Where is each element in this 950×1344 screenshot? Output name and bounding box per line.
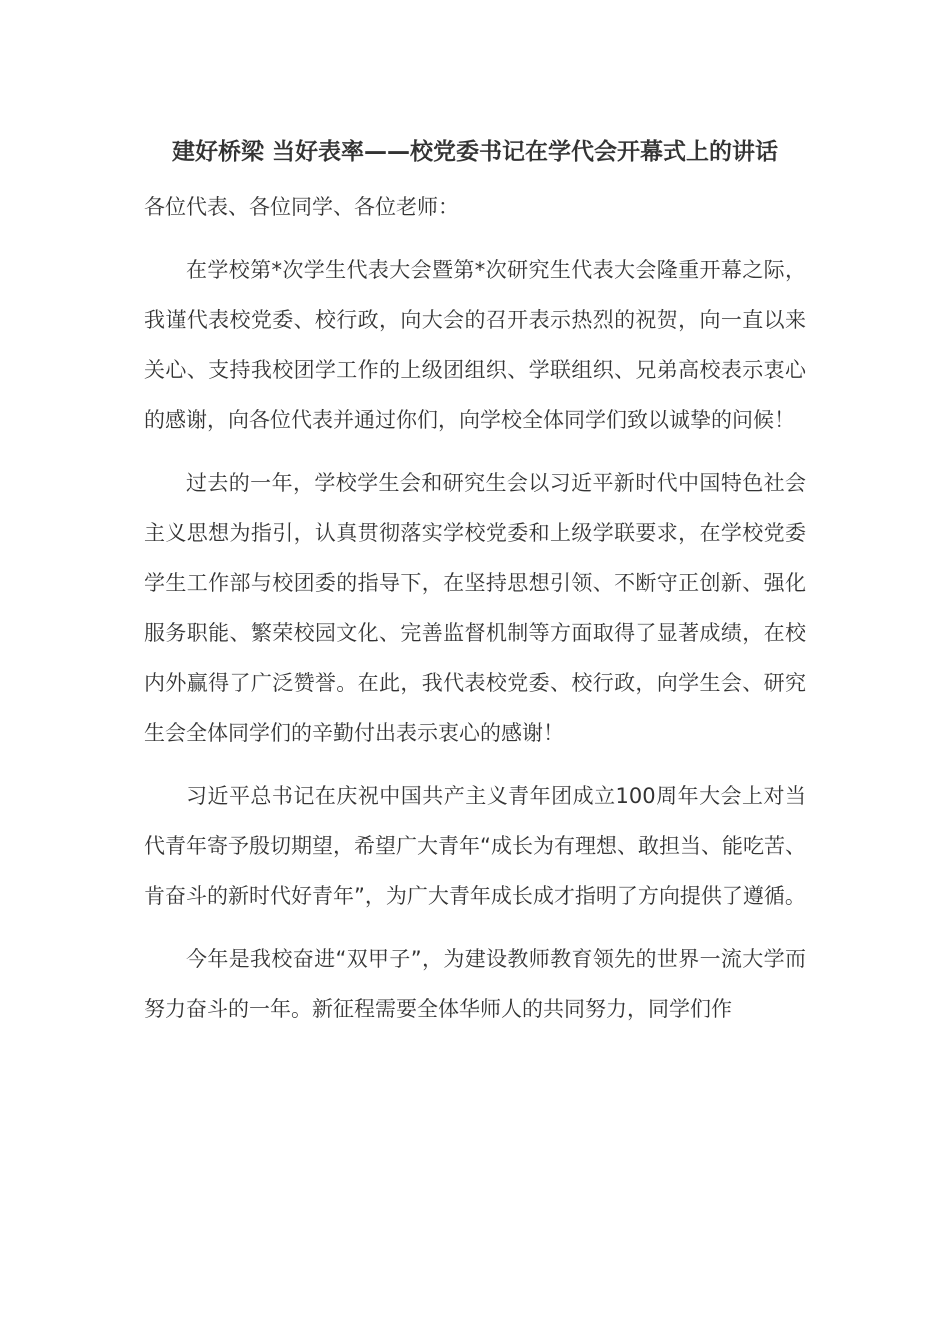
paragraph-3: 习近平总书记在庆祝中国共产主义青年团成立100周年大会上对当代青年寄予殷切期望，希望广大青年“成长为有理想、敢担当、能吃苦、肯奋斗的新时代好青年”，为广大青年成长成才指明了方向提供了遵循。 [144,784,806,908]
document-body [144,128,806,1034]
document-title: 建好桥梁 当好表率——校党委书记在学代会开幕式上的讲话 [171,139,778,165]
paragraph-4: 今年是我校奋进“双甲子”，为建设教师教育领先的世界一流大学而努力奋斗的一年。新征程需要全体华师人的共同努力，同学们作 [144,947,806,1021]
paragraph-2: 过去的一年，学校学生会和研究生会以习近平新时代中国特色社会主义思想为指引，认真贯彻落实学校党委和上级学联要求，在学校党委学生工作部与校团委的指导下，在坚持思想引领、不断守正创新、强化服务职能、繁荣校园文化、完善监督机制等方面取得了显著成绩，在校内外赢得了广泛赞誉。在此，我代表校党委、校行政，向学生会、研究生会全体同学们的辛勤付出表示衷心的感谢！ [144,471,806,745]
salutation: 各位代表、各位同学、各位老师： [144,195,459,219]
paragraph-1: 在学校第*次学生代表大会暨第*次研究生代表大会隆重开幕之际，我谨代表校党委、校行政，向大会的召开表示热烈的祝贺，向一直以来关心、支持我校团学工作的上级团组织、学联组织、兄弟高校表示衷心的感谢，向各位代表并通过你们，向学校全体同学们致以诚挚的问候！ [144,258,806,432]
